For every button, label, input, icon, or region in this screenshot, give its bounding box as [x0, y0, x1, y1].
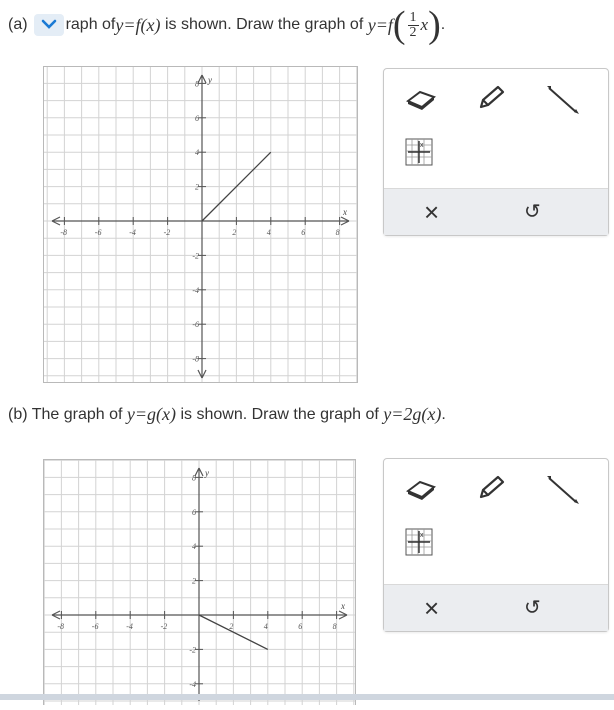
x-tick-label: -8 [57, 622, 65, 631]
part-a-period: . [440, 16, 446, 33]
x-tick-label: -4 [129, 228, 136, 237]
chevron-down-icon [41, 19, 57, 31]
right-paren: ) [428, 4, 441, 46]
y-tick-label: -8 [192, 354, 199, 364]
y-axis-label: y [205, 468, 209, 478]
x-tick-label: 4 [266, 228, 271, 237]
line-tool[interactable] [544, 83, 582, 122]
pencil-icon [476, 83, 508, 113]
part-b-label: (b) [8, 405, 28, 423]
y-tick-label: -4 [189, 679, 196, 689]
x-tick-label: 6 [298, 622, 303, 631]
x-tick-label: 2 [232, 228, 237, 237]
grid-tool[interactable] [404, 527, 434, 562]
part-a-target: y=f [367, 14, 393, 35]
x-tick-label: -8 [60, 228, 68, 237]
x-tick-label: -4 [126, 622, 133, 631]
pencil-icon [476, 473, 508, 503]
undo-button[interactable]: ↺ [524, 597, 541, 619]
left-paren: ( [392, 4, 406, 46]
tool-panel-a [383, 68, 609, 236]
graph-b[interactable] [43, 459, 356, 705]
y-tick-label: 6 [192, 507, 196, 517]
fraction-variable: x [420, 15, 429, 34]
eraser-icon [404, 477, 438, 503]
y-tick-label: 2 [192, 576, 196, 586]
x-tick-label: 2 [229, 622, 234, 631]
tool-action-bar [384, 584, 608, 631]
x-tick-label: 4 [263, 622, 268, 631]
clear-button[interactable]: × [424, 593, 440, 623]
grid-tool[interactable] [404, 137, 434, 172]
part-b-text-main: The graph of [27, 405, 127, 423]
x-tick-label: 8 [332, 622, 337, 631]
part-b-target: y=2g(x) [383, 404, 442, 424]
part-a-text-main: raph of [65, 16, 116, 33]
part-b-text-mid: is shown. Draw the graph of [176, 405, 384, 423]
part-b-prompt [8, 404, 446, 425]
part-b-period: . [441, 405, 446, 423]
part-a-arg: (x) [140, 14, 161, 35]
answer-dropdown[interactable] [34, 14, 64, 36]
line-segment-icon [544, 83, 582, 117]
y-tick-label: 6 [195, 113, 199, 123]
y-axis-label: y [208, 75, 212, 85]
line-tool[interactable] [544, 473, 582, 512]
page-bottom-bar [0, 694, 614, 700]
y-tick-label: 8 [192, 473, 196, 483]
part-b-func: y=g(x) [126, 404, 177, 424]
tool-panel-b [383, 458, 609, 632]
x-tick-label: -6 [94, 228, 102, 237]
line-segment-icon [544, 473, 582, 507]
x-axis-label: x [341, 601, 345, 611]
x-tick-label: -2 [163, 228, 171, 237]
x-tick-label: 6 [301, 228, 306, 237]
part-a-prompt [8, 6, 445, 44]
eraser-tool[interactable] [404, 477, 438, 508]
part-a-func: y=f [115, 14, 141, 35]
y-tick-label: -4 [192, 285, 199, 295]
x-tick-label: -6 [91, 622, 99, 631]
part-a-text-mid: is shown. Draw the graph of [160, 16, 368, 33]
y-tick-label: -6 [192, 320, 199, 330]
x-tick-label: -2 [160, 622, 168, 631]
graph-b-canvas[interactable] [44, 460, 355, 705]
graph-a[interactable] [43, 66, 358, 383]
y-tick-label: 8 [195, 79, 199, 89]
fraction [408, 11, 419, 40]
y-tick-label: 2 [195, 182, 199, 192]
y-tick-label: -2 [189, 645, 196, 655]
tool-action-bar [384, 188, 608, 235]
fraction-denominator: 2 [409, 24, 417, 40]
undo-button[interactable]: ↺ [524, 201, 541, 223]
graph-a-canvas[interactable] [44, 67, 357, 382]
svg-text:x: x [420, 142, 424, 149]
eraser-tool[interactable] [404, 87, 438, 118]
grid-icon [404, 527, 434, 557]
part-a-label: (a) [8, 16, 28, 33]
eraser-icon [404, 87, 438, 113]
pencil-tool[interactable] [476, 83, 508, 118]
grid-icon [404, 137, 434, 167]
fraction-numerator: 1 [409, 9, 417, 25]
pencil-tool[interactable] [476, 473, 508, 508]
svg-text:x: x [420, 532, 424, 539]
y-tick-label: -2 [192, 251, 199, 261]
clear-button[interactable]: × [424, 197, 440, 227]
y-tick-label: 4 [192, 542, 196, 552]
x-axis-label: x [343, 207, 347, 217]
y-tick-label: 4 [195, 148, 199, 158]
x-tick-label: 8 [335, 228, 340, 237]
